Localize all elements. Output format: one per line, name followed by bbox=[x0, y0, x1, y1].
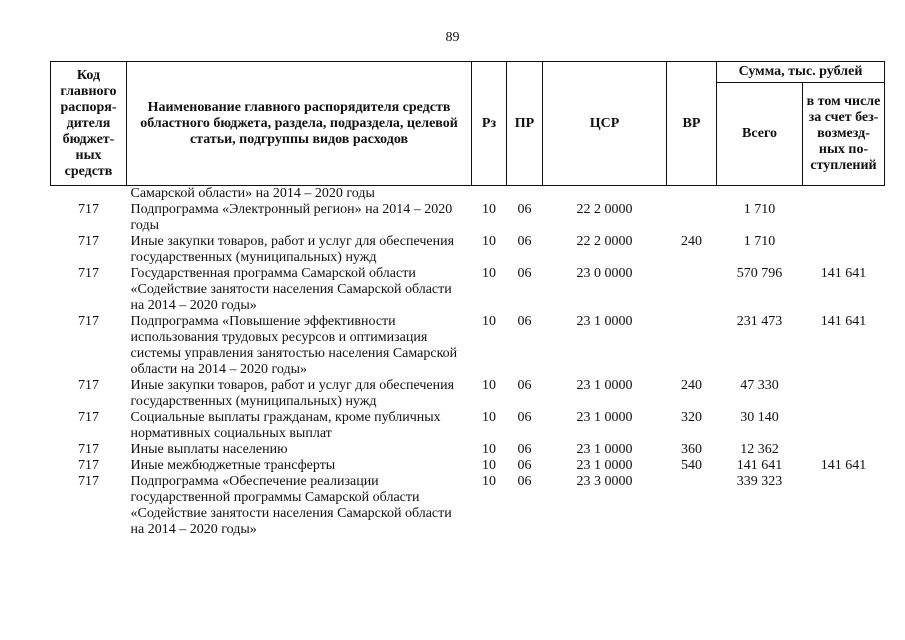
cell-csr: 23 0 0000 bbox=[576, 266, 633, 281]
cell-code: 717 bbox=[78, 314, 99, 329]
cell-name: Подпрограмма «Обеспечение реализации государственной программы Самарской области «Содействие занятости населения Самарской области на 2014 – 2020 годы» bbox=[130, 474, 452, 537]
cell-rz: 10 bbox=[482, 314, 496, 329]
cell-csr: 22 2 0000 bbox=[576, 202, 633, 217]
cell-code: 717 bbox=[78, 378, 99, 393]
cell-pr: 06 bbox=[517, 378, 532, 393]
header-vr: ВР bbox=[667, 62, 717, 186]
cell-gratuitous: 141 641 bbox=[820, 314, 867, 329]
table-row bbox=[51, 410, 885, 442]
cell-vr: 240 bbox=[681, 234, 702, 249]
cell-vr bbox=[667, 314, 717, 378]
cell-pr: 06 bbox=[517, 474, 532, 489]
header-csr: ЦСР bbox=[543, 62, 667, 186]
cell-total: 339 323 bbox=[736, 474, 783, 489]
cell-rz bbox=[472, 186, 507, 203]
cell-total: 1 710 bbox=[743, 234, 776, 249]
cell-vr bbox=[667, 266, 717, 314]
cell-code: 717 bbox=[78, 442, 99, 457]
header-name: Наименование главного распорядителя средств областного бюджета, раздела, подраздела, целевой статьи, подгруппы видов расходов bbox=[127, 62, 472, 186]
table-row bbox=[51, 458, 885, 474]
table-row bbox=[51, 186, 885, 203]
cell-csr: 23 3 0000 bbox=[576, 474, 633, 489]
header-pr: ПР bbox=[507, 62, 543, 186]
cell-rz: 10 bbox=[482, 458, 496, 473]
cell-rz: 10 bbox=[482, 474, 496, 489]
cell-code: 717 bbox=[78, 410, 99, 425]
cell-name: Подпрограмма «Электронный регион» на 2014 – 2020 годы bbox=[130, 202, 453, 233]
cell-name: Иные закупки товаров, работ и услуг для обеспечения государственных (муниципальных) нужд bbox=[130, 378, 455, 409]
cell-pr: 06 bbox=[517, 458, 532, 473]
header-gratuitous: в том числе за счет без-возмезд-ных по-ступлений bbox=[803, 83, 885, 186]
table-row bbox=[51, 314, 885, 378]
table-row bbox=[51, 474, 885, 538]
cell-name: Подпрограмма «Повышение эффективности использования трудовых ресурсов и оптимизация системы управления занятостью населения Самарской области на 2014 – 2020 годы» bbox=[130, 314, 458, 377]
cell-code: 717 bbox=[78, 474, 99, 489]
table-row bbox=[51, 442, 885, 458]
header-sum-group: Сумма, тыс. рублей bbox=[717, 62, 885, 83]
cell-csr: 23 1 0000 bbox=[576, 314, 633, 329]
cell-csr: 23 1 0000 bbox=[576, 458, 633, 473]
cell-pr: 06 bbox=[517, 266, 532, 281]
cell-code: 717 bbox=[78, 458, 99, 473]
cell-vr: 320 bbox=[681, 410, 702, 425]
cell-total: 141 641 bbox=[736, 458, 783, 473]
cell-rz: 10 bbox=[482, 442, 496, 457]
header-total: Всего bbox=[717, 83, 803, 186]
table-row bbox=[51, 202, 885, 234]
cell-name: Социальные выплаты гражданам, кроме публичных нормативных социальных выплат bbox=[130, 410, 441, 441]
page-number: 89 bbox=[445, 30, 460, 45]
cell-rz: 10 bbox=[482, 202, 496, 217]
cell-csr: 23 1 0000 bbox=[576, 442, 633, 457]
cell-csr: 23 1 0000 bbox=[576, 410, 633, 425]
cell-rz: 10 bbox=[482, 234, 496, 249]
table-row bbox=[51, 378, 885, 410]
cell-name: Иные выплаты населению bbox=[130, 442, 288, 457]
cell-total bbox=[717, 186, 803, 203]
cell-total: 30 140 bbox=[740, 410, 779, 425]
cell-vr bbox=[667, 202, 717, 234]
cell-name: Иные закупки товаров, работ и услуг для обеспечения государственных (муниципальных) нужд bbox=[130, 234, 455, 265]
cell-gratuitous: 141 641 bbox=[820, 458, 867, 473]
cell-total: 47 330 bbox=[740, 378, 779, 393]
cell-pr: 06 bbox=[517, 442, 532, 457]
cell-rz: 10 bbox=[482, 266, 496, 281]
header-rz: Рз bbox=[472, 62, 507, 186]
cell-pr: 06 bbox=[517, 234, 532, 249]
cell-pr: 06 bbox=[517, 410, 532, 425]
cell-pr: 06 bbox=[517, 202, 532, 217]
cell-gratuitous bbox=[803, 378, 885, 410]
cell-name: Самарской области» на 2014 – 2020 годы bbox=[130, 186, 375, 201]
cell-gratuitous bbox=[803, 474, 885, 538]
cell-rz: 10 bbox=[482, 410, 496, 425]
table-row bbox=[51, 234, 885, 266]
table-row bbox=[51, 266, 885, 314]
cell-gratuitous bbox=[803, 202, 885, 234]
cell-csr: 22 2 0000 bbox=[576, 234, 633, 249]
header-code: Код главного распоря-дителя бюджет-ных средств bbox=[51, 62, 127, 186]
cell-name: Иные межбюджетные трансферты bbox=[130, 458, 336, 473]
cell-total: 570 796 bbox=[736, 266, 783, 281]
cell-gratuitous: 141 641 bbox=[820, 266, 867, 281]
cell-pr: 06 bbox=[517, 314, 532, 329]
cell-gratuitous bbox=[803, 234, 885, 266]
cell-total: 231 473 bbox=[736, 314, 783, 329]
cell-rz: 10 bbox=[482, 378, 496, 393]
cell-total: 12 362 bbox=[740, 442, 779, 457]
cell-vr bbox=[667, 474, 717, 538]
cell-csr bbox=[543, 186, 667, 203]
cell-code bbox=[51, 186, 127, 203]
cell-pr bbox=[507, 186, 543, 203]
cell-vr: 540 bbox=[681, 458, 702, 473]
cell-csr: 23 1 0000 bbox=[576, 378, 633, 393]
cell-vr bbox=[667, 186, 717, 203]
cell-gratuitous bbox=[803, 186, 885, 203]
cell-total: 1 710 bbox=[743, 202, 776, 217]
budget-table bbox=[50, 61, 885, 538]
cell-vr: 360 bbox=[681, 442, 702, 457]
cell-name: Государственная программа Самарской области «Содействие занятости населения Самарской области на 2014 – 2020 годы» bbox=[130, 266, 452, 313]
cell-code: 717 bbox=[78, 234, 99, 249]
cell-code: 717 bbox=[78, 202, 99, 217]
cell-gratuitous bbox=[803, 410, 885, 442]
table-body bbox=[51, 186, 885, 539]
cell-gratuitous bbox=[803, 442, 885, 458]
cell-code: 717 bbox=[78, 266, 99, 281]
cell-vr: 240 bbox=[681, 378, 702, 393]
table-header bbox=[51, 62, 885, 186]
